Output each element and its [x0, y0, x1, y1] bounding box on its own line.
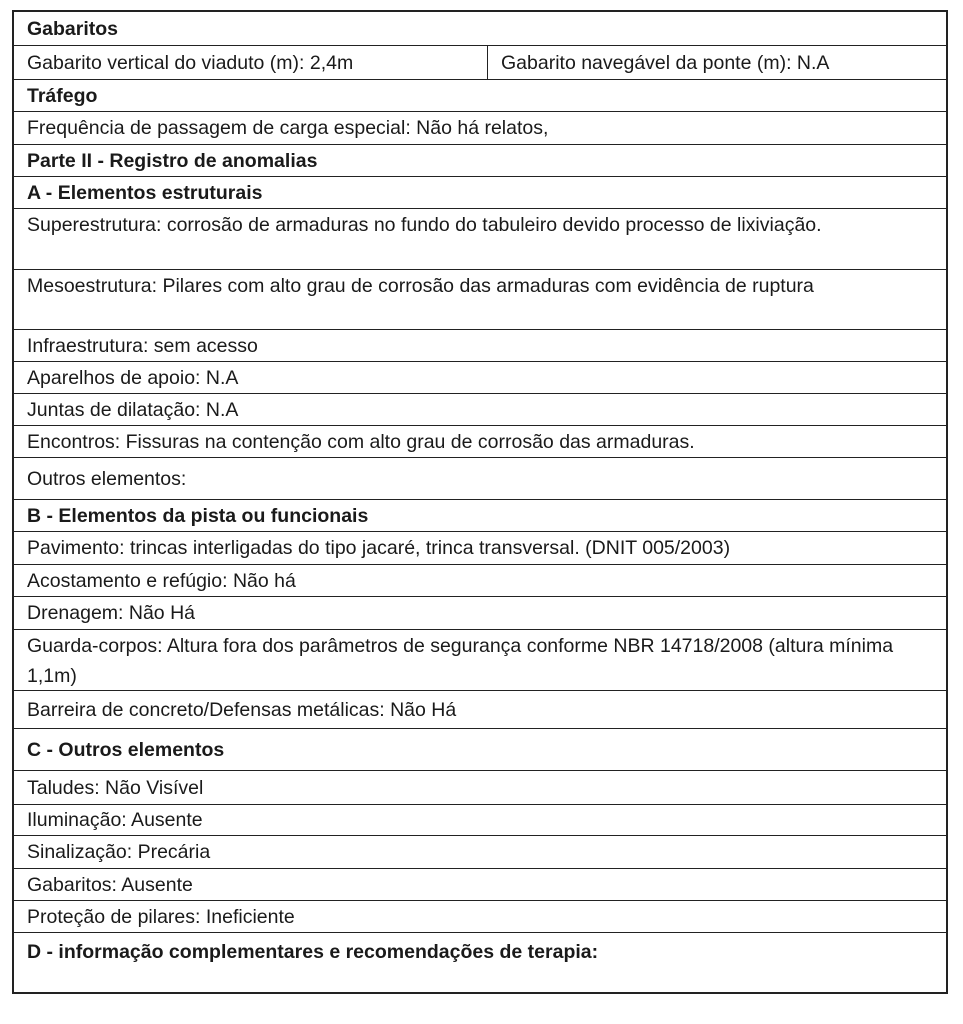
- superestrutura-row: [14, 209, 946, 270]
- encontros-row: [14, 426, 946, 458]
- aparelhos-text: Aparelhos de apoio: N.A: [27, 366, 239, 389]
- outros-elementos-text: Outros elementos:: [27, 467, 187, 490]
- guarda-corpos-row: [14, 630, 946, 691]
- protecao-text: Proteção de pilares: Ineficiente: [27, 905, 295, 928]
- secB-header-row: [14, 500, 946, 532]
- drenagem-row: [14, 597, 946, 630]
- juntas-row: [14, 394, 946, 426]
- barreira-text: Barreira de concreto/Defensas metálicas: Não Há: [27, 698, 457, 721]
- secD-header-row: [14, 933, 946, 992]
- gabaritos-header-row: [14, 12, 946, 46]
- trafego-header-row: [14, 80, 946, 112]
- inspection-form-table: [12, 10, 948, 994]
- infraestrutura-text: Infraestrutura: sem acesso: [27, 334, 258, 357]
- gabaritos-header: Gabaritos: [27, 17, 119, 40]
- secD-header: D - informação complementares e recomendações de terapia:: [27, 941, 599, 963]
- superestrutura-text: Superestrutura: corrosão de armaduras no fundo do tabuleiro devido processo de lixiviação.: [27, 214, 822, 236]
- acostamento-row: [14, 565, 946, 597]
- mesoestrutura-text: Mesoestrutura: Pilares com alto grau de corrosão das armaduras com evidência de ruptura: [27, 275, 814, 297]
- gabaritos-c-text: Gabaritos: Ausente: [27, 873, 193, 896]
- barreira-row: [14, 691, 946, 729]
- protecao-row: [14, 901, 946, 933]
- parte2-header: Parte II - Registro de anomalias: [27, 149, 318, 172]
- encontros-text: Encontros: Fissuras na contenção com alto grau de corrosão das armaduras.: [27, 430, 695, 453]
- secC-header: C - Outros elementos: [27, 738, 225, 761]
- infraestrutura-row: [14, 330, 946, 362]
- drenagem-text: Drenagem: Não Há: [27, 602, 195, 624]
- gabaritos-c-row: [14, 869, 946, 901]
- pavimento-row: [14, 532, 946, 565]
- sinalizacao-row: [14, 836, 946, 869]
- taludes-text: Taludes: Não Visível: [27, 776, 204, 799]
- juntas-text: Juntas de dilatação: N.A: [27, 398, 239, 421]
- taludes-row: [14, 771, 946, 805]
- iluminacao-text: Iluminação: Ausente: [27, 809, 203, 831]
- frequencia-row: [14, 112, 946, 145]
- gabarito-vertical-text: Gabarito vertical do viaduto (m): 2,4m: [27, 51, 354, 74]
- gabarito-vertical-cell: [14, 46, 488, 79]
- gabarito-navegavel-cell: [488, 46, 946, 79]
- mesoestrutura-row: [14, 270, 946, 330]
- secA-header-row: [14, 177, 946, 209]
- trafego-header: Tráfego: [27, 84, 98, 107]
- sinalizacao-text: Sinalização: Precária: [27, 841, 211, 863]
- pavimento-text: Pavimento: trincas interligadas do tipo jacaré, trinca transversal. (DNIT 005/2003): [27, 537, 731, 559]
- frequencia-text: Frequência de passagem de carga especial: Não há relatos,: [27, 117, 549, 139]
- secA-header: A - Elementos estruturais: [27, 181, 263, 204]
- outros-elementos-row: [14, 458, 946, 500]
- iluminacao-row: [14, 805, 946, 836]
- secB-header: B - Elementos da pista ou funcionais: [27, 504, 369, 527]
- parte2-header-row: [14, 145, 946, 177]
- acostamento-text: Acostamento e refúgio: Não há: [27, 569, 296, 592]
- guarda-corpos-text: Guarda-corpos: Altura fora dos parâmetros de segurança conforme NBR 14718/2008 (altura mínima 1,1m): [27, 635, 894, 687]
- aparelhos-row: [14, 362, 946, 394]
- secC-header-row: [14, 729, 946, 771]
- gabarito-navegavel-text: Gabarito navegável da ponte (m): N.A: [501, 51, 830, 74]
- gabaritos-values-row: [14, 46, 946, 80]
